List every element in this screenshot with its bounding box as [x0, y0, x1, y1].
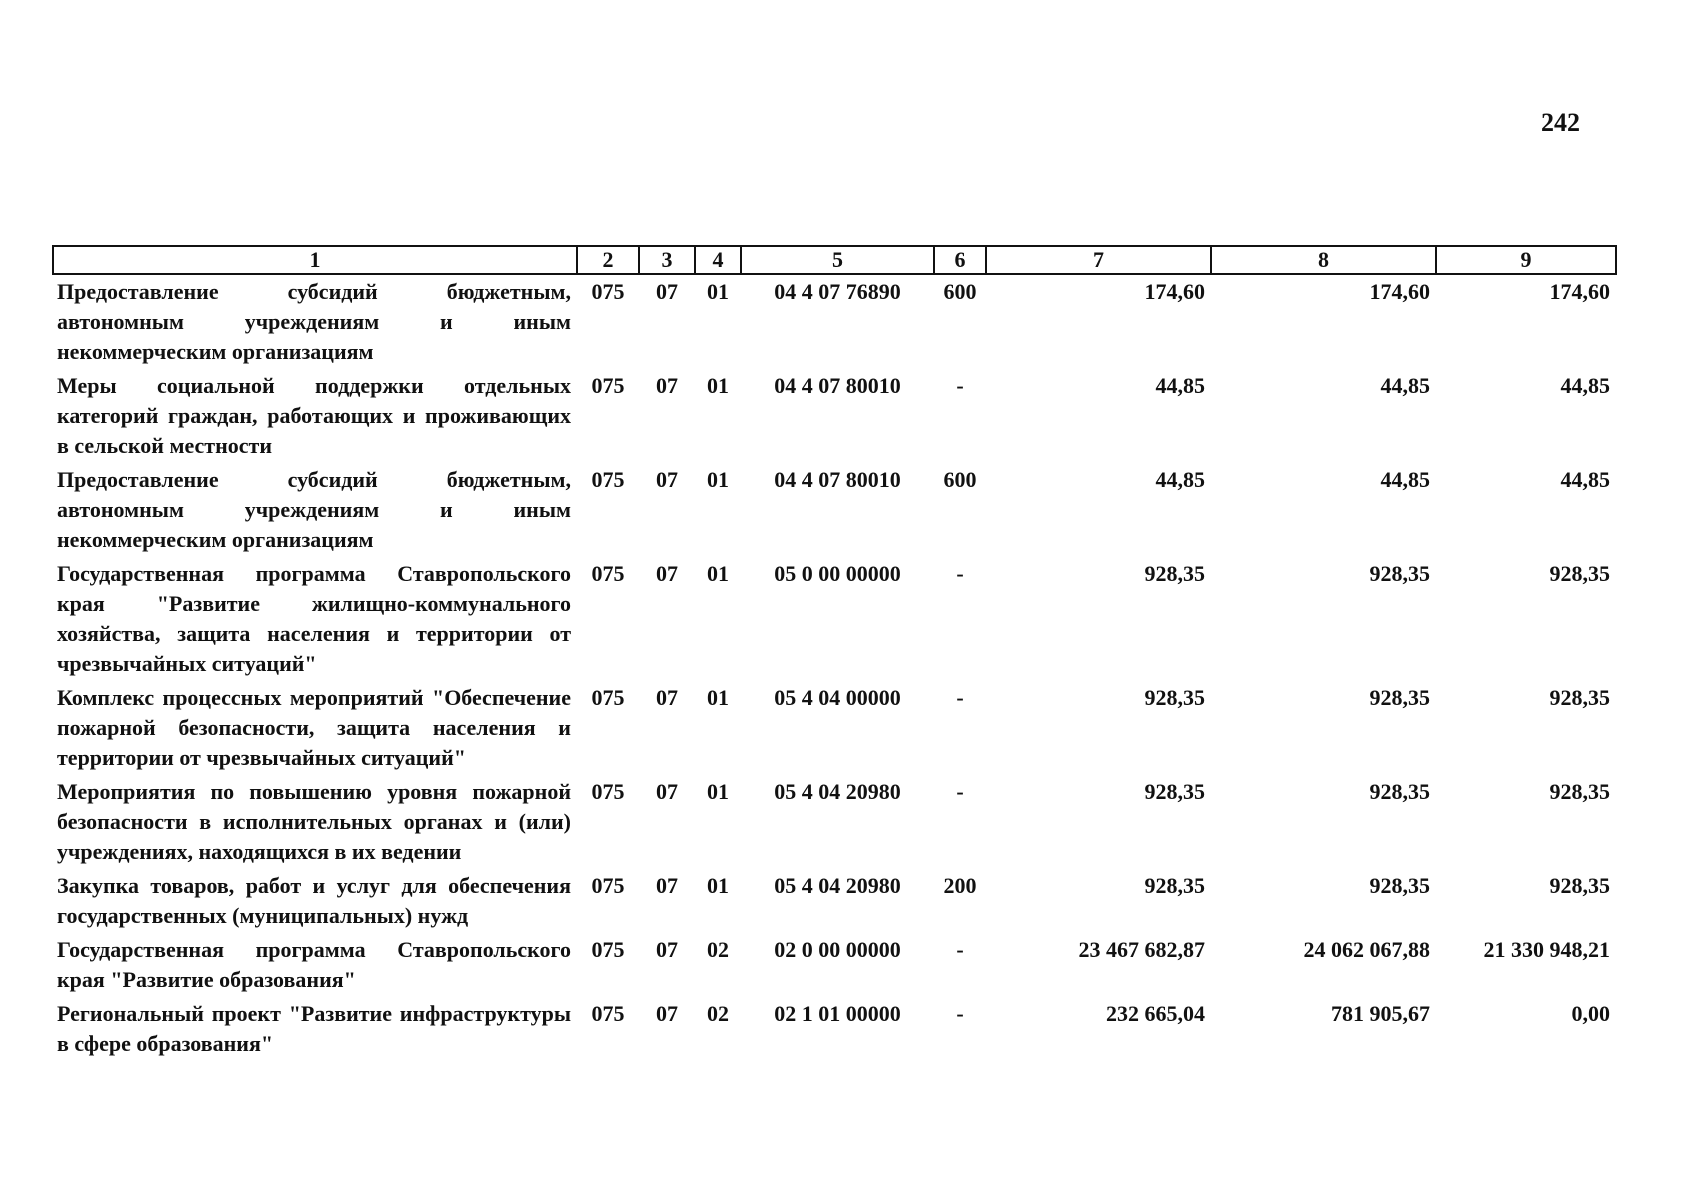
expense-type-code: - — [956, 373, 964, 398]
subsection-code: 02 — [707, 937, 729, 962]
section-code: 07 — [656, 1001, 678, 1026]
expense-type-code: 600 — [943, 279, 977, 304]
target-article-code: 04 4 07 80010 — [774, 467, 901, 492]
ministry-code: 075 — [591, 467, 625, 492]
section-code: 07 — [656, 561, 678, 586]
column-header: 5 — [741, 246, 934, 274]
row-name: Предоставление субсидий бюджетным, автономным учреждениям и иным некоммерческим организациям — [57, 279, 571, 364]
row-name: Мероприятия по повышению уровня пожарной безопасности в исполнительных органах и (или) учреждениях, находящихся в их ведении — [57, 779, 571, 864]
amount-year-2: 44,85 — [1380, 373, 1430, 398]
amount-year-3: 928,35 — [1549, 561, 1610, 586]
subsection-code: 02 — [707, 1001, 729, 1026]
column-number-header — [53, 246, 1616, 274]
target-article-code: 04 4 07 76890 — [774, 279, 901, 304]
target-article-code: 05 4 04 00000 — [774, 685, 901, 710]
target-article-code: 02 0 00 00000 — [774, 937, 901, 962]
expense-type-code: - — [956, 779, 964, 804]
table-row — [53, 997, 1616, 1061]
page-number: 242 — [1541, 108, 1580, 137]
ministry-code: 075 — [591, 779, 625, 804]
table-row — [53, 463, 1616, 557]
row-name: Региональный проект "Развитие инфраструктуры в сфере образования" — [57, 1001, 571, 1056]
amount-year-2: 928,35 — [1369, 779, 1430, 804]
section-code: 07 — [656, 779, 678, 804]
amount-year-3: 21 330 948,21 — [1483, 937, 1610, 962]
ministry-code: 075 — [591, 279, 625, 304]
section-code: 07 — [656, 373, 678, 398]
amount-year-1: 44,85 — [1155, 373, 1205, 398]
expense-type-code: 200 — [943, 873, 977, 898]
amount-year-3: 928,35 — [1549, 873, 1610, 898]
column-header: 9 — [1436, 246, 1616, 274]
column-header: 4 — [695, 246, 741, 274]
table-row — [53, 933, 1616, 997]
expense-type-code: - — [956, 685, 964, 710]
ministry-code: 075 — [591, 873, 625, 898]
amount-year-3: 44,85 — [1560, 467, 1610, 492]
row-name: Комплекс процессных мероприятий "Обеспечение пожарной безопасности, защита населения и территории от чрезвычайных ситуаций" — [57, 685, 571, 770]
amount-year-1: 232 665,04 — [1106, 1001, 1205, 1026]
amount-year-3: 174,60 — [1549, 279, 1610, 304]
amount-year-1: 174,60 — [1144, 279, 1205, 304]
ministry-code: 075 — [591, 373, 625, 398]
row-name: Закупка товаров, работ и услуг для обеспечения государственных (муниципальных) нужд — [57, 873, 571, 928]
subsection-code: 01 — [707, 279, 729, 304]
row-name: Предоставление субсидий бюджетным, автономным учреждениям и иным некоммерческим организациям — [57, 467, 571, 552]
subsection-code: 01 — [707, 685, 729, 710]
table-row — [53, 369, 1616, 463]
ministry-code: 075 — [591, 937, 625, 962]
section-code: 07 — [656, 279, 678, 304]
expense-type-code: 600 — [943, 467, 977, 492]
table-row — [53, 775, 1616, 869]
target-article-code: 04 4 07 80010 — [774, 373, 901, 398]
amount-year-2: 24 062 067,88 — [1303, 937, 1430, 962]
expense-type-code: - — [956, 937, 964, 962]
expense-type-code: - — [956, 561, 964, 586]
ministry-code: 075 — [591, 1001, 625, 1026]
target-article-code: 05 0 00 00000 — [774, 561, 901, 586]
target-article-code: 05 4 04 20980 — [774, 779, 901, 804]
amount-year-3: 928,35 — [1549, 779, 1610, 804]
ministry-code: 075 — [591, 685, 625, 710]
table-row — [53, 869, 1616, 933]
target-article-code: 02 1 01 00000 — [774, 1001, 901, 1026]
amount-year-1: 928,35 — [1144, 873, 1205, 898]
column-header: 2 — [577, 246, 639, 274]
amount-year-3: 0,00 — [1571, 1001, 1610, 1026]
target-article-code: 05 4 04 20980 — [774, 873, 901, 898]
table-row — [53, 681, 1616, 775]
subsection-code: 01 — [707, 467, 729, 492]
section-code: 07 — [656, 937, 678, 962]
ministry-code: 075 — [591, 561, 625, 586]
column-header: 1 — [53, 246, 577, 274]
subsection-code: 01 — [707, 873, 729, 898]
amount-year-3: 928,35 — [1549, 685, 1610, 710]
amount-year-1: 23 467 682,87 — [1078, 937, 1205, 962]
amount-year-2: 174,60 — [1369, 279, 1430, 304]
expense-type-code: - — [956, 1001, 964, 1026]
amount-year-2: 781 905,67 — [1331, 1001, 1430, 1026]
amount-year-3: 44,85 — [1560, 373, 1610, 398]
section-code: 07 — [656, 685, 678, 710]
amount-year-1: 44,85 — [1155, 467, 1205, 492]
subsection-code: 01 — [707, 561, 729, 586]
column-header: 8 — [1211, 246, 1436, 274]
column-header: 6 — [934, 246, 986, 274]
section-code: 07 — [656, 873, 678, 898]
row-name: Меры социальной поддержки отдельных категорий граждан, работающих и проживающих в сельской местности — [57, 373, 571, 458]
row-name: Государственная программа Ставропольского края "Развитие образования" — [57, 937, 571, 992]
subsection-code: 01 — [707, 779, 729, 804]
amount-year-1: 928,35 — [1144, 561, 1205, 586]
amount-year-2: 928,35 — [1369, 873, 1430, 898]
budget-table — [52, 245, 1617, 1061]
amount-year-1: 928,35 — [1144, 779, 1205, 804]
column-header: 3 — [639, 246, 695, 274]
row-name: Государственная программа Ставропольского края "Развитие жилищно-коммунального хозяйства, защита населения и территории от чрезвычайных ситуаций" — [57, 561, 571, 676]
table-row — [53, 274, 1616, 369]
table-row — [53, 557, 1616, 681]
column-header: 7 — [986, 246, 1211, 274]
amount-year-2: 928,35 — [1369, 561, 1430, 586]
amount-year-1: 928,35 — [1144, 685, 1205, 710]
amount-year-2: 928,35 — [1369, 685, 1430, 710]
amount-year-2: 44,85 — [1380, 467, 1430, 492]
subsection-code: 01 — [707, 373, 729, 398]
section-code: 07 — [656, 467, 678, 492]
